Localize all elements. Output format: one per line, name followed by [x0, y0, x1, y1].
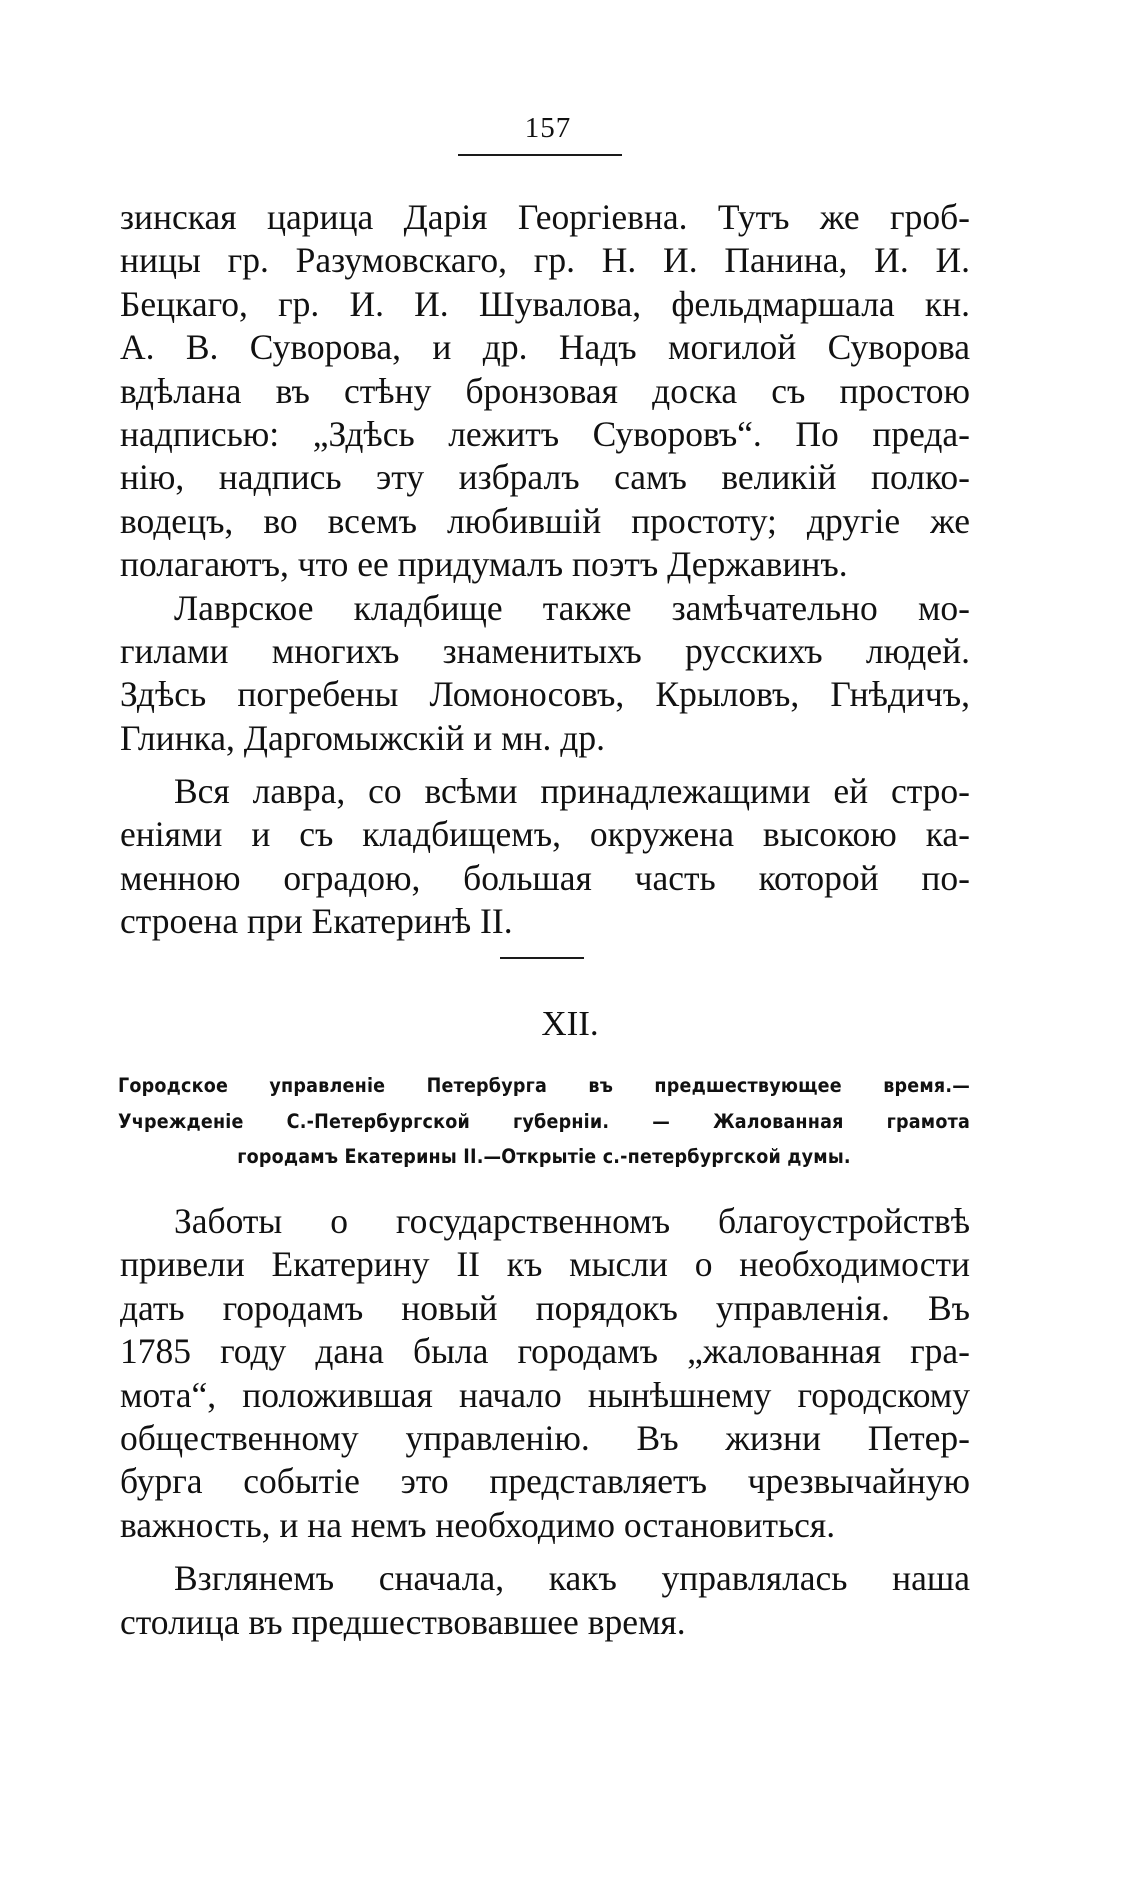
- text-line: нію, надпись эту избралъ самъ великій полко-: [120, 457, 970, 498]
- text-line: менною оградою, большая часть которой по-: [120, 857, 970, 898]
- text-line: важность, и на немъ необходимо остановиться.: [120, 1504, 836, 1545]
- text-line: строена при Екатеринѣ II.: [120, 901, 513, 942]
- paragraph: [120, 1200, 970, 1547]
- page-number-rule: [458, 154, 622, 156]
- text-line: Заботы о государственномъ благоустройствѣ: [174, 1201, 970, 1241]
- text-line: Вся лавра, со всѣми принадлежащими ей стро-: [174, 771, 970, 812]
- text-line: столица въ предшествовавшее время.: [120, 1601, 686, 1642]
- section-1-text: [120, 196, 970, 944]
- paragraph: [120, 587, 970, 761]
- text-line: гилами многихъ знаменитыхъ русскихъ людей.: [120, 630, 970, 671]
- paragraph-gap: [120, 1547, 970, 1557]
- summary-line: Городское управленіе Петербурга въ предшествующее время.—: [118, 1074, 970, 1097]
- text-line: зинская царица Дарія Георгіевна. Тутъ же гроб-: [120, 197, 970, 237]
- summary-line: городамъ Екатерины II.—Открытіе с.-петербургской думы.: [237, 1145, 851, 1168]
- text-line: водецъ, во всемъ любившій простоту; другіе же: [120, 500, 970, 541]
- paragraph: [120, 196, 970, 587]
- summary-line: Учрежденіе С.-Петербургской губерніи. — Жалованная грамота: [118, 1109, 970, 1133]
- chapter-number: XII.: [541, 1004, 599, 1043]
- page-number: 157: [524, 112, 572, 144]
- text-line: вдѣлана въ стѣну бронзовая доска съ простою: [120, 370, 970, 411]
- text-line: еніями и съ кладбищемъ, окружена высокою ка-: [120, 814, 970, 855]
- text-line: 1785 году дана была городамъ „жалованная гра-: [120, 1331, 970, 1372]
- paragraph: [120, 770, 970, 944]
- chapter-summary: [118, 1068, 970, 1175]
- section-divider: [500, 957, 584, 959]
- text-line: привели Екатерину II къ мысли о необходимости: [120, 1244, 970, 1285]
- text-line: ницы гр. Разумовскаго, гр. Н. И. Панина, И. И.: [120, 240, 970, 281]
- text-line: бурга событіе это представляетъ чрезвычайную: [120, 1461, 970, 1502]
- text-line: Бецкаго, гр. И. И. Шувалова, фельдмаршала кн.: [120, 283, 970, 324]
- text-line: Глинка, Даргомыжскій и мн. др.: [120, 717, 605, 758]
- text-line: мота“, положившая начало нынѣшнему городскому: [120, 1374, 970, 1415]
- text-line: А. В. Суворова, и др. Надъ могилой Суворова: [120, 327, 970, 368]
- paragraph: [120, 1557, 970, 1644]
- text-line: общественному управленію. Въ жизни Петер-: [120, 1417, 970, 1458]
- text-line: надписью: „Здѣсь лежитъ Суворовъ“. По преда-: [120, 413, 970, 454]
- text-line: Здѣсь погребены Ломоносовъ, Крыловъ, Гнѣдичъ,: [120, 674, 970, 715]
- text-line: дать городамъ новый порядокъ управленія. Въ: [120, 1287, 970, 1328]
- text-line: Взглянемъ сначала, какъ управлялась наша: [174, 1558, 970, 1599]
- text-line: Лаврское кладбище также замѣчательно мо-: [174, 587, 970, 628]
- text-line: полагаютъ, что ее придумалъ поэтъ Державинъ.: [120, 544, 848, 585]
- paragraph-gap: [120, 760, 970, 770]
- section-2-text: [120, 1200, 970, 1644]
